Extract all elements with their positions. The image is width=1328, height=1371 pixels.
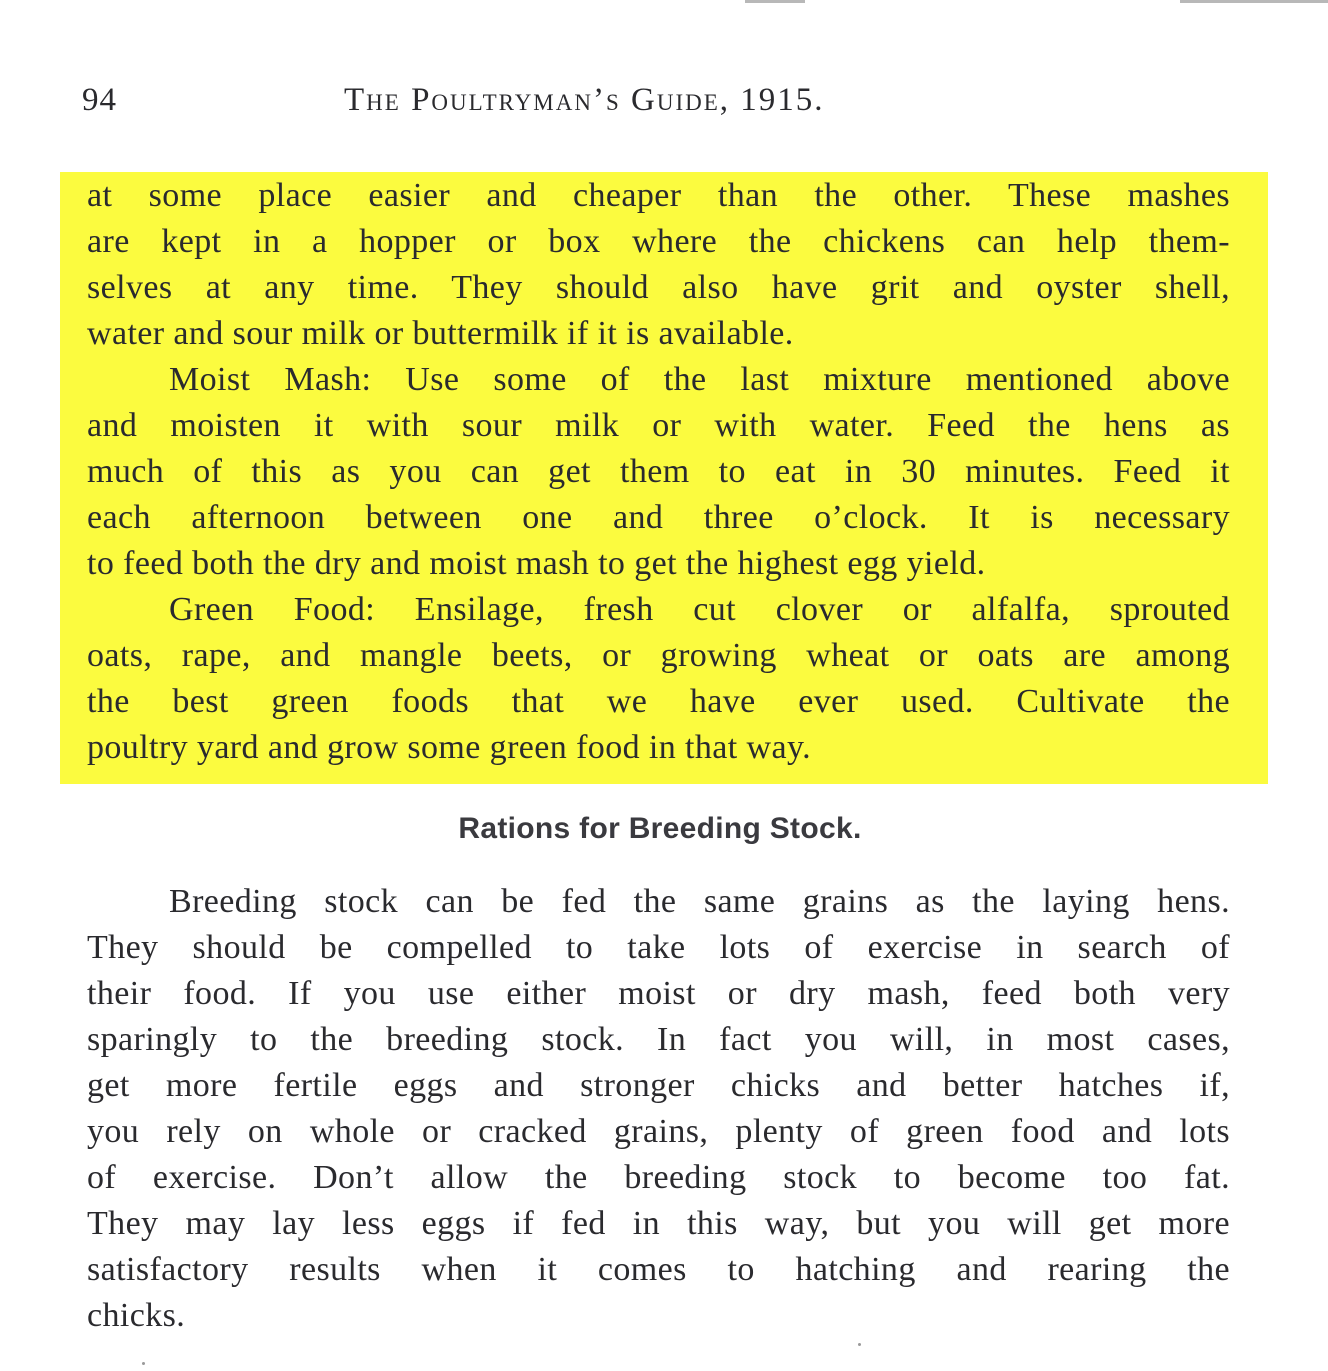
text-line: of exercise. Don’t allow the breeding stock to become too fat. <box>87 1159 1230 1196</box>
text-line: satisfactory results when it comes to hatching and rearing the <box>87 1251 1230 1288</box>
text-line: get more fertile eggs and stronger chicks and better hatches if, <box>87 1067 1230 1104</box>
text-line: to feed both the dry and moist mash to get the highest egg yield. <box>87 545 986 582</box>
text-line: chicks. <box>87 1297 186 1334</box>
paper-speck <box>858 1343 861 1346</box>
text-line: They may lay less eggs if fed in this way, but you will get more <box>87 1205 1230 1242</box>
top-rule-left <box>745 0 805 3</box>
text-line: sparingly to the breeding stock. In fact you will, in most cases, <box>87 1021 1230 1058</box>
top-rule-right <box>1180 0 1328 3</box>
text-line: at some place easier and cheaper than the other. These mashes <box>87 177 1230 214</box>
page-header <box>82 82 1232 132</box>
section-heading: Rations for Breeding Stock. <box>458 812 862 845</box>
paragraph-moist-mash-start: Moist Mash: Use some of the last mixture mentioned above <box>169 361 1230 398</box>
text-line: are kept in a hopper or box where the chickens can help them- <box>87 223 1230 260</box>
text-line: and moisten it with sour milk or with water. Feed the hens as <box>87 407 1230 444</box>
paper-speck <box>142 1362 145 1365</box>
text-line: They should be compelled to take lots of exercise in search of <box>87 929 1230 966</box>
text-line: their food. If you use either moist or dry mash, feed both very <box>87 975 1230 1012</box>
text-line: much of this as you can get them to eat in 30 minutes. Feed it <box>87 453 1230 490</box>
page-number: 94 <box>82 82 117 118</box>
running-title: The Poultryman’s Guide, 1915. <box>344 82 825 118</box>
breeding-stock-paragraph <box>87 882 1230 1342</box>
highlighted-passage <box>87 176 1230 774</box>
text-line: the best green foods that we have ever used. Cultivate the <box>87 683 1230 720</box>
text-line: selves at any time. They should also have grit and oyster shell, <box>87 269 1230 306</box>
paragraph-green-food-start: Green Food: Ensilage, fresh cut clover or alfalfa, sprouted <box>169 591 1230 628</box>
text-line: water and sour milk or buttermilk if it is available. <box>87 315 794 352</box>
text-line: oats, rape, and mangle beets, or growing wheat or oats are among <box>87 637 1230 674</box>
text-line: poultry yard and grow some green food in that way. <box>87 729 812 766</box>
text-line: each afternoon between one and three o’clock. It is necessary <box>87 499 1230 536</box>
paragraph-start: Breeding stock can be fed the same grains as the laying hens. <box>169 883 1230 920</box>
text-line: you rely on whole or cracked grains, plenty of green food and lots <box>87 1113 1230 1150</box>
